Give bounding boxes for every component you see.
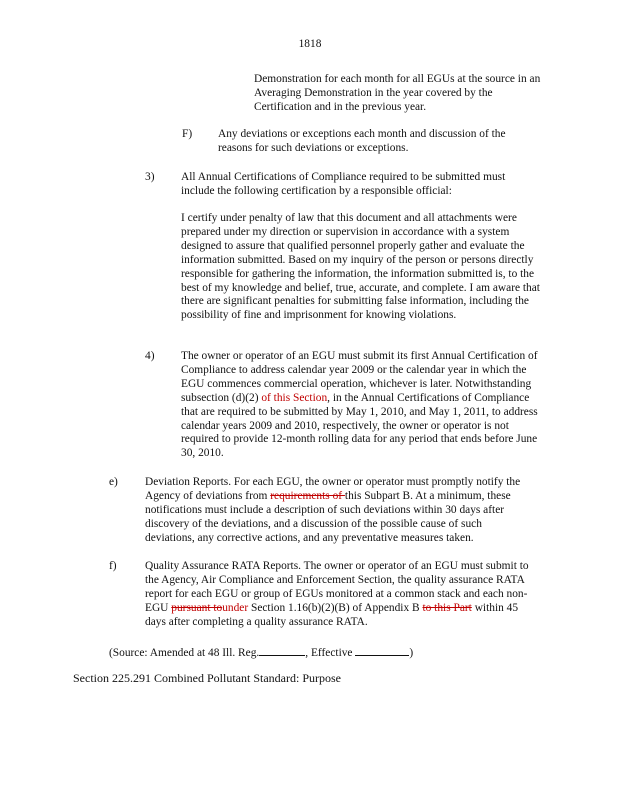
item-f-label: f) [109, 560, 117, 572]
item-e-text [145, 476, 531, 546]
item-F-label: F) [182, 128, 193, 140]
section-heading: Section 225.291 Combined Pollutant Standard: Purpose [73, 671, 341, 685]
item-f-text-b: Section 1.16(b)(2)(B) of Appendix B [248, 601, 423, 614]
item-4-text-b: , in the Annual Certifications of Compliance that are required to be submitted by May 1, 2010, and May 1, 2011, to address calendar years 2009 and 2010, respectively, the owner or operator is not required to provide 12-month rolling data for any period that ends before June 30, 2010. [181, 391, 538, 460]
certification-quote: I certify under penalty of law that this document and all attachments were prepared under my direction or supervision in accordance with a system designed to assure that qualified personnel properly gather and evaluate the information submitted. Based on my inquiry of the person or persons directly responsible for gathering the information, the information submitted is, to the best of my knowledge and belief, true, accurate, and complete. I am aware that there are significant penalties for submitting false information, including the possibility of fine and imprisonment for knowing violations. [181, 212, 540, 322]
item-4-text [181, 350, 547, 461]
item-4-label: 4) [145, 350, 155, 362]
item-f-deleted-1: pursuant to [171, 601, 223, 614]
item-e-label: e) [109, 476, 118, 488]
item-4-inserted-text: of this Section [258, 391, 328, 404]
item-e-text-a: Deviation Reports. For each EGU, the owner or operator must promptly notify the Agency of deviations from [145, 476, 521, 502]
source-note [109, 645, 529, 661]
effective-date-blank [355, 645, 409, 656]
item-3-text: All Annual Certifications of Compliance required to be submitted must include the following certification by a responsible official: [181, 171, 506, 197]
continued-paragraph: Demonstration for each month for all EGUs at the source in an Averaging Demonstration in the year covered by the Certification and in the previous year. [254, 73, 541, 113]
page-number: 1818 [298, 38, 322, 50]
source-note-prefix: (Source: Amended at 48 Ill. Reg. [109, 647, 260, 659]
source-note-suffix: ) [409, 647, 414, 659]
item-f-text [145, 560, 533, 630]
item-f-inserted-1: under [222, 601, 249, 614]
source-note-middle: , Effective [305, 647, 353, 659]
register-blank [259, 645, 305, 656]
item-e-text-b: this Subpart B. At a minimum, these notifications must include a description of such deviations within 30 days after discovery of the deviations, and a discussion of the possible cause of such deviations, any corrective actions, and any preventative measures taken. [145, 489, 511, 544]
item-e-deleted-text: requirements of [270, 489, 345, 502]
item-f-text-a: Quality Assurance RATA Reports. The owner or operator of an EGU must submit to the Agency, Air Compliance and Enforcement Section, the quality assurance RATA report for each EGU or group of EGUs monitored at a common stack and each non-EGU [145, 560, 529, 614]
item-F-text: Any deviations or exceptions each month and discussion of the reasons for such deviations or exceptions. [218, 128, 506, 154]
item-3-label: 3) [145, 171, 155, 183]
item-f-text-c: within 45 days after completing a quality assurance RATA. [145, 601, 519, 628]
item-4-text-a: The owner or operator of an EGU must submit its first Annual Certification of Compliance to address calendar year 2009 or the calendar year in which the EGU commences commercial operation, whichever is later. Notwithstanding subsection (d)(2) [181, 350, 538, 404]
item-f-deleted-2: to this Part [422, 601, 472, 614]
